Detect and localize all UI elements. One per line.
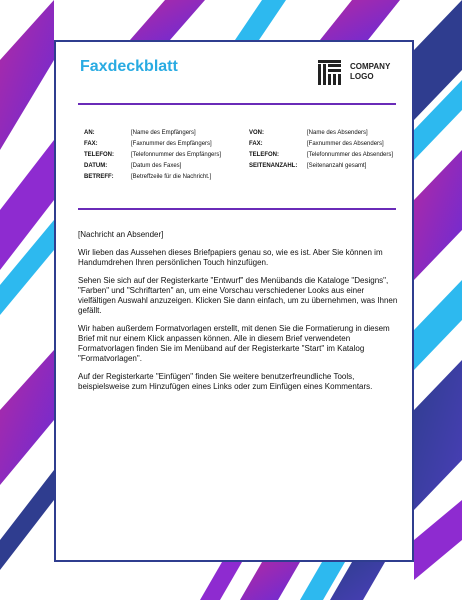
message-paragraph[interactable]: Sehen Sie sich auf der Registerkarte "Entwurf" des Menübands die Kataloge "Designs", "Farben" und "Schriftarten" an, um eine Vorschau verschiedener Looks aus einer vielfältigen Auswahl anzuzeigen. Klicken Sie dann einfach, um zu übernehmen, was Ihnen gefällt. — [78, 276, 398, 315]
divider — [78, 208, 396, 210]
logo-line-1: COMPANY — [350, 62, 391, 71]
field-label: TELEFON: — [84, 152, 114, 158]
field-value[interactable]: [Name des Empfängers] — [131, 130, 196, 136]
field-row — [249, 141, 414, 152]
stripe-shape — [200, 562, 242, 600]
field-row — [249, 152, 414, 163]
field-value[interactable]: [Faxnummer des Absenders] — [307, 141, 384, 147]
field-row — [84, 141, 234, 152]
divider — [78, 103, 396, 105]
field-row — [84, 174, 234, 185]
fax-cover-sheet — [54, 40, 414, 562]
stripe-shape — [414, 150, 462, 280]
message-paragraph[interactable]: Auf der Registerkarte "Einfügen" finden Sie weitere benutzerfreundliche Tools, beispielsweise zum Hinzufügen eines Links oder zum Einfügen eines Kommentars. — [78, 372, 373, 391]
message-body — [78, 230, 398, 400]
stripe-shape — [414, 280, 462, 370]
field-value[interactable]: [Seitenanzahl gesamt] — [307, 163, 367, 169]
field-value[interactable]: [Datum des Faxes] — [131, 163, 182, 169]
logo-mark-icon — [318, 60, 341, 85]
field-label: AN: — [84, 130, 95, 136]
field-row — [84, 152, 234, 163]
message-salutation[interactable]: [Nachricht an Absender] — [78, 230, 164, 239]
field-value[interactable]: [Name des Absenders] — [307, 130, 368, 136]
stripe-shape — [0, 350, 54, 485]
stripe-shape — [240, 562, 300, 600]
field-row — [84, 163, 234, 174]
field-label: FAX: — [249, 141, 263, 147]
logo-text — [350, 62, 404, 82]
field-label: VON: — [249, 130, 264, 136]
field-row — [249, 130, 414, 141]
logo-line-2: LOGO — [350, 72, 374, 81]
message-paragraph[interactable]: Wir haben außerdem Formatvorlagen erstellt, mit denen Sie die Formatierung in diesem Brief mit nur einem Klick anpassen können. Alle in diesem Brief verwendeten Formatvorlagen finden Sie im Menüband auf der Registerkarte "Start" im Katalog "Formatvorlagen". — [78, 324, 390, 363]
field-value[interactable]: [Betreffzeile für die Nachricht.] — [131, 174, 212, 180]
stripe-shape — [0, 0, 54, 150]
recipient-fields — [84, 130, 234, 185]
field-value[interactable]: [Telefonnummer des Empfängers] — [131, 152, 222, 158]
stripe-shape — [235, 0, 286, 40]
stripe-shape — [414, 500, 462, 580]
stripe-shape — [130, 0, 205, 40]
field-label: DATUM: — [84, 163, 108, 169]
field-row — [249, 163, 414, 174]
field-label: FAX: — [84, 141, 98, 147]
field-value[interactable]: [Faxnummer des Empfängers] — [131, 141, 212, 147]
company-logo — [318, 60, 400, 86]
field-label: BETREFF: — [84, 174, 114, 180]
message-paragraph[interactable]: Wir lieben das Aussehen dieses Briefpapiers genau so, wie es ist. Aber Sie können im Handumdrehen Ihren persönlichen Touch hinzufügen. — [78, 248, 383, 267]
field-row — [84, 130, 234, 141]
sender-fields — [249, 130, 414, 174]
stripe-shape — [320, 0, 400, 40]
field-label: SEITENANZAHL: — [249, 163, 298, 169]
field-label: TELEFON: — [249, 152, 279, 158]
field-value[interactable]: [Telefonnummer des Absenders] — [307, 152, 394, 158]
stripe-shape — [414, 360, 462, 510]
stripe-shape — [0, 470, 54, 570]
page-title: Faxdeckblatt — [80, 58, 178, 75]
